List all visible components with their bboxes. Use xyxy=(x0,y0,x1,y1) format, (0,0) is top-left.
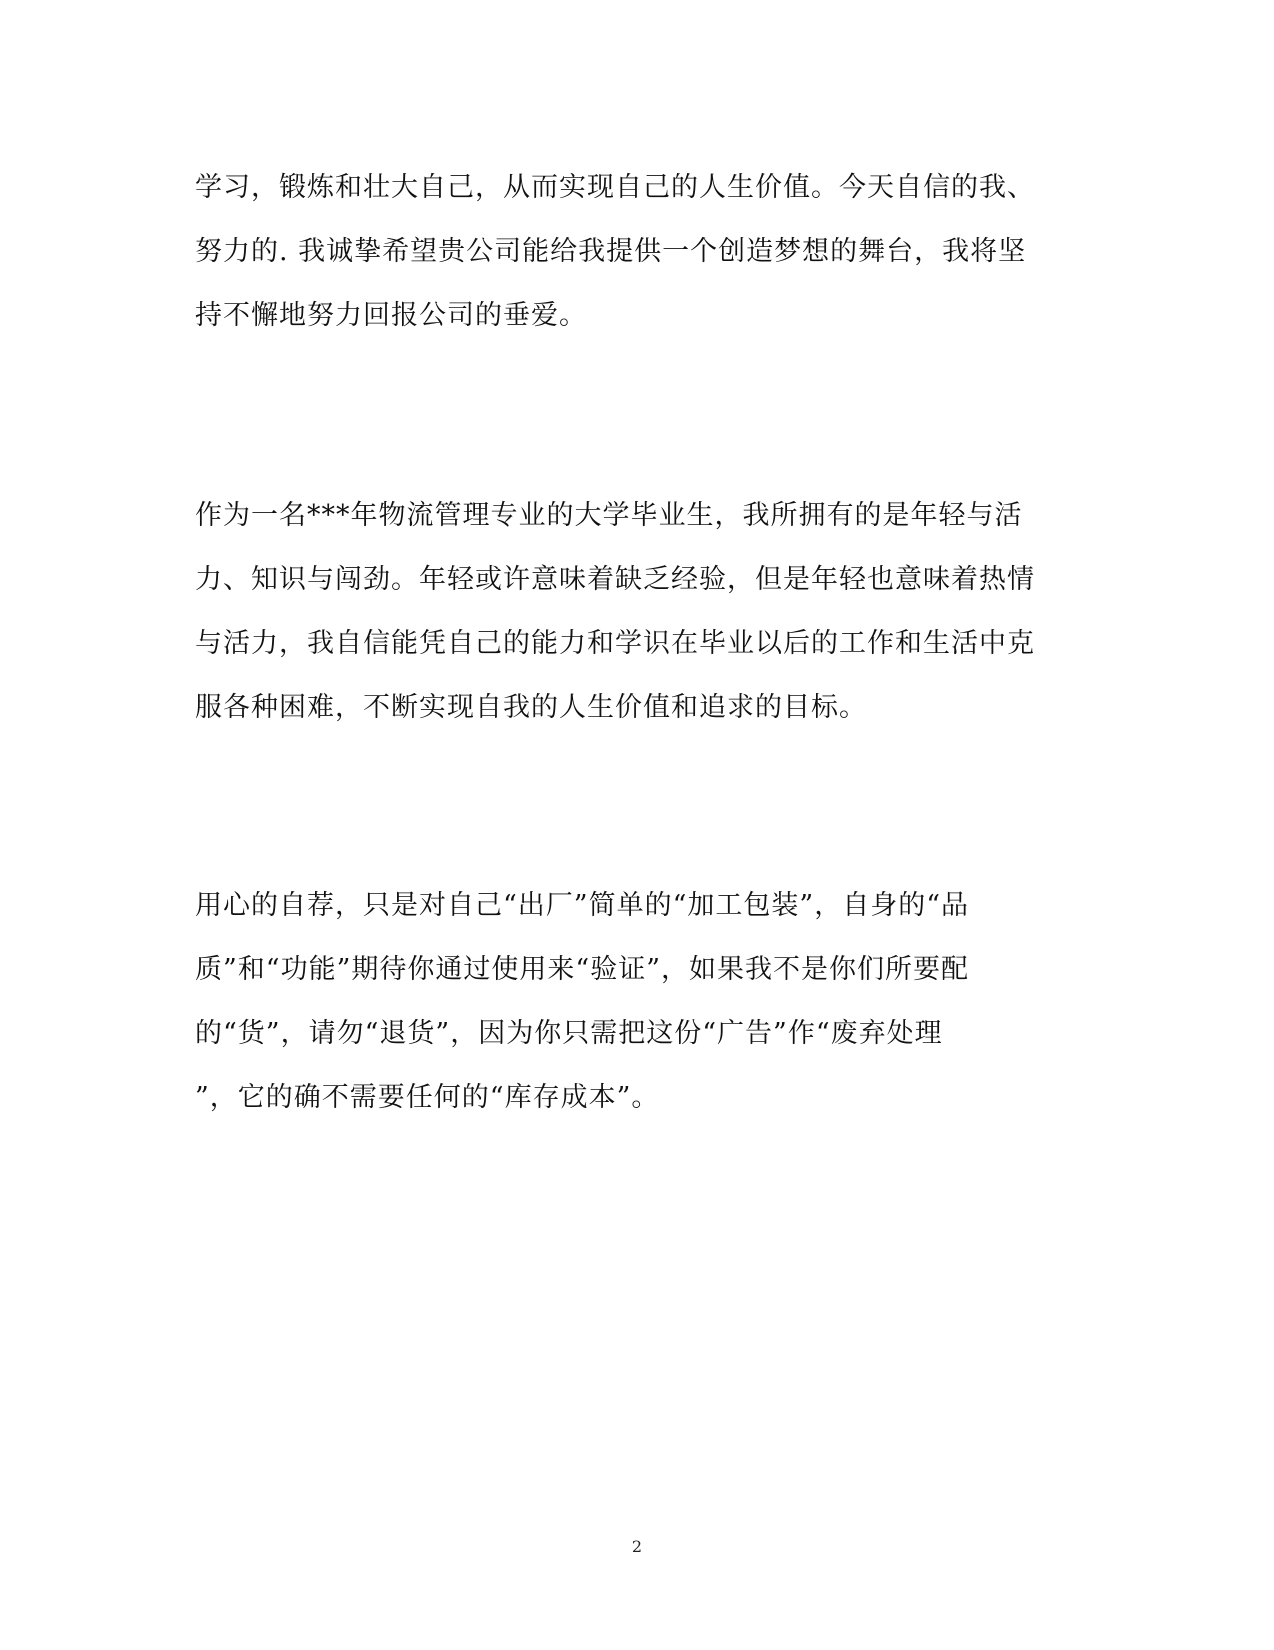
paragraph-line: ”，它的确不需要任何的“库存成本”。 xyxy=(195,1082,660,1113)
paragraph-1 xyxy=(195,156,1075,348)
paragraph-line: 与活力，我自信能凭自己的能力和学识在毕业以后的工作和生活中克 xyxy=(195,628,1035,659)
paragraph-2 xyxy=(195,484,1075,740)
paragraph-line: 用心的自荐，只是对自己“出厂”简单的“加工包装”，自身的“品 xyxy=(195,890,970,921)
page-number: 2 xyxy=(631,1537,643,1556)
paragraph-line: 的“货”，请勿“退货”，因为你只需把这份“广告”作“废弃处理 xyxy=(195,1018,943,1049)
paragraph-line: 持不懈地努力回报公司的垂爱。 xyxy=(195,300,587,331)
paragraph-line: 力、知识与闯劲。年轻或许意味着缺乏经验，但是年轻也意味着热情 xyxy=(195,564,1035,595)
paragraph-line: 服各种困难，不断实现自我的人生价值和追求的目标。 xyxy=(195,692,867,723)
paragraph-line: 作为一名***年物流管理专业的大学毕业生，我所拥有的是年轻与活 xyxy=(195,500,1023,531)
paragraph-3 xyxy=(195,874,1075,1130)
paragraph-line: 学习，锻炼和壮大自己，从而实现自己的人生价值。今天自信的我、 xyxy=(195,172,1035,203)
paragraph-line: 努力的. 我诚挚希望贵公司能给我提供一个创造梦想的舞台，我将坚 xyxy=(195,236,1027,267)
paragraph-line: 质”和“功能”期待你通过使用来“验证”，如果我不是你们所要配 xyxy=(195,954,970,985)
